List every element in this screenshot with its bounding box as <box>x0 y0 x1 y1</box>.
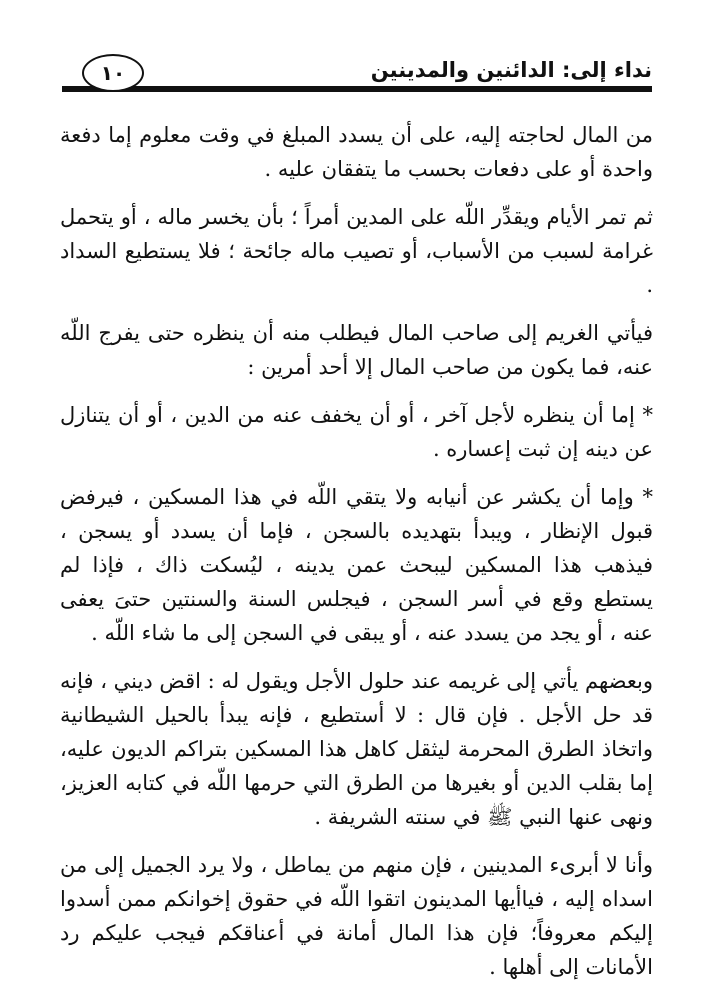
paragraph: فيأتي الغريم إلى صاحب المال فيطلب منه أن ينظره حتى يفرج اللّه عنه، فما يكون من صاحب المال إلا أحد أمرين : <box>60 321 653 379</box>
page-body <box>60 118 653 984</box>
page-number: ١٠ <box>82 54 144 92</box>
paragraph: وأنا لا أبرىء المدينين ، فإن منهم من يماطل ، ولا يرد الجميل إلى من اسداه إليه ، فياأيها المدينون اتقوا اللّه في حقوق إخوانكم ممن أسدوا إليكم معروفاً؛ فإن هذا المال أمانة في أعناقكم فيجب عليكم رد الأمانات إلى أهلها . <box>60 853 653 979</box>
paragraph: * وإما أن يكشر عن أنيابه ولا يتقي اللّه في هذا المسكين ، فيرفض قبول الإنظار ، ويبدأ بتهديده بالسجن ، فإما أن يسدد أو يسجن ، فيذهب هذا المسكين ليبحث عمن يدينه ، ليُسكت ذاك ، فإذا لم يستطع وقع في أسر السجن ، فيجلس السنة والسنتين حتىَ يعفى عنه ، أو يجد من يسدد عنه ، أو يبقى في السجن إلى ما شاء اللّه . <box>60 485 653 645</box>
paragraph: من المال لحاجته إليه، على أن يسدد المبلغ في وقت معلوم إما دفعة واحدة أو على دفعات بحسب ما يتفقان عليه . <box>60 123 653 181</box>
running-title: نداء إلى: الدائنين والمدينين <box>370 58 652 82</box>
paragraph: ثم تمر الأيام ويقدِّر اللّه على المدين أمراً ؛ بأن يخسر ماله ، أو يتحمل غرامة لسبب من الأسباب، أو تصيب ماله جائحة ؛ فلا يستطيع السداد . <box>60 205 653 297</box>
page-header <box>62 50 652 96</box>
paragraph: وبعضهم يأتي إلى غريمه عند حلول الأجل ويقول له : اقض ديني ، فإنه قد حل الأجل . فإن قال : لا أستطيع ، فإنه يبدأ بالحيل الشيطانية واتخاذ الطرق المحرمة ليثقل كاهل هذا المسكين بتراكم الديون عليه، إما بقلب الدين أو بغيرها من الطرق التي حرمها اللّه في كتابه العزيز، ونهى عنها النبي ﷺ في سنته الشريفة . <box>60 669 653 829</box>
paragraph: * إما أن ينظره لأجل آخر ، أو أن يخفف عنه من الدين ، أو أن يتنازل عن دينه إن ثبت إعساره . <box>60 403 653 461</box>
header-rule <box>62 86 652 92</box>
